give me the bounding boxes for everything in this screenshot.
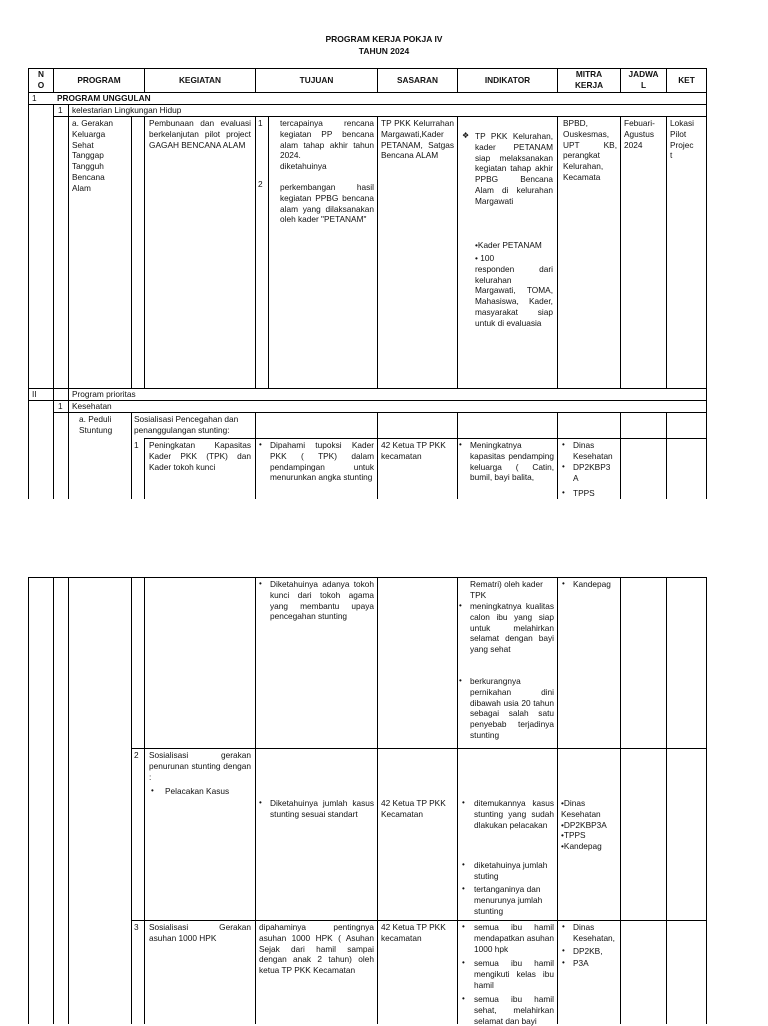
bullet-icon: • xyxy=(562,922,565,931)
kegiatan-pelacakan-kasus: Pelacakan Kasus xyxy=(165,786,230,796)
subsection-2-title: Kesehatan xyxy=(72,401,112,411)
mitra-p3a: P3A xyxy=(573,958,589,968)
bullet-icon: • xyxy=(562,488,565,497)
bullet-icon: • xyxy=(459,440,462,449)
mitra-1: BPBD, Ouskesmas, UPT KB, perangkat Kelurahan, Kecamata xyxy=(563,118,617,182)
header-tujuan: TUJUAN xyxy=(299,75,334,85)
kegiatan-sosialisasi-gerakan: Sosialisasi gerakan penurunan stunting dengan : xyxy=(149,750,251,782)
indikator-ditemukannya-kasus: ditemukannya kasus stunting yang sudah dlakukan pelacakan xyxy=(474,798,554,830)
sasaran-row-3: 42 Ketua TP PKK kecamatan xyxy=(381,922,446,943)
tujuan-1: tercapainya rencana kegiatan PP bencana alam tahap akhir tahun 2024. diketahuinya xyxy=(280,118,374,172)
section-1-title: PROGRAM UNGGULAN xyxy=(57,93,151,103)
row-1-number: 1 xyxy=(134,440,139,450)
jadwal-1: Febuari- Agustus 2024 xyxy=(624,118,655,150)
mitra-dp2kbp3a: DP2KBP3 A xyxy=(573,462,611,483)
bullet-icon: • xyxy=(259,798,262,807)
indikator-kualitas-calon-ibu: meningkatnya kualitas calon ibu yang siap untuk melahirkan selamat dengan bayi yang sehat xyxy=(470,601,554,655)
header-sasaran: SASARAN xyxy=(396,75,439,85)
indikator-1a: TP PKK Kelurahan, kader PETANAM siap melaksanakan kegiatan tahap akhir PPBG Bencana Alam di kelurahan Margawati xyxy=(475,131,553,206)
bullet-icon: • xyxy=(259,579,262,588)
bullet-icon: • xyxy=(459,676,462,685)
indikator-kelas-ibu-hamil: semua ibu hamil mengikuti kelas ibu hamil xyxy=(474,958,554,990)
header-no: N O xyxy=(37,69,45,90)
section-2-number: II xyxy=(32,389,37,399)
mitra-dp2kb: DP2KB, xyxy=(573,946,603,956)
header-ket: KET xyxy=(678,75,695,85)
bullet-icon: • xyxy=(462,860,465,869)
bullet-icon: • xyxy=(562,958,565,967)
header-program: PROGRAM xyxy=(77,75,121,85)
row-2-number: 2 xyxy=(134,750,139,760)
indikator-asuhan-1000-hpk: semua ibu hamil mendapatkan asuhan 1000 hpk xyxy=(474,922,554,954)
subsection-1-number: 1 xyxy=(58,105,63,115)
section-2-title: Program prioritas xyxy=(72,389,136,399)
row-3-number: 3 xyxy=(134,922,139,932)
kegiatan-asuhan-1000-hpk: Sosialisasi Gerakan asuhan 1000 HPK xyxy=(149,922,251,943)
bullet-icon: • xyxy=(562,579,565,588)
kegiatan-header-stunting: Sosialisasi Pencegahan dan penanggulangan stunting: xyxy=(134,414,239,435)
tujuan-2: perkembangan hasil kegiatan PPBG bencana alam yang dilaksanakan oleh kader "PETANAM" xyxy=(280,182,374,225)
bullet-icon: • xyxy=(562,462,565,471)
diamond-bullet-icon: ❖ xyxy=(462,131,470,140)
kegiatan-pembinaan: Pembunaan dan evaluasi berkelanjutan pilot project GAGAH BENCANA ALAM xyxy=(149,118,251,150)
bullet-icon: • xyxy=(462,958,465,967)
bullet-icon: • xyxy=(462,798,465,807)
sasaran-row-1: 42 Ketua TP PKK kecamatan xyxy=(381,440,446,461)
ket-1: Lokasi Pilot Projec t xyxy=(670,118,694,161)
mitra-tpps: TPPS xyxy=(573,488,595,498)
indikator-1b: •Kader PETANAM xyxy=(475,240,542,250)
header-jadwal: JADWA L xyxy=(628,69,659,90)
subsection-1-title: kelestarian Lingkungan Hidup xyxy=(72,105,182,115)
bullet-icon: • xyxy=(462,994,465,1003)
tujuan-asuhan-1000-hpk: dipahaminya pentingnya asuhan 1000 HPK ( Asuhan Sejak dari hamil sampai dengan anak 2 tahun) oleh ketua TP PKK Kecamatan xyxy=(259,922,374,976)
document-title: PROGRAM KERJA POKJA IV xyxy=(325,34,443,44)
bullet-icon: • xyxy=(462,922,465,931)
indikator-jumlah-stuting: diketahuinya jumlah stuting xyxy=(474,860,548,881)
header-indikator: INDIKATOR xyxy=(484,75,531,85)
kegiatan-peningkatan-kapasitas: Peningkatan Kapasitas Kader PKK (TPK) dan Kader tokoh kunci xyxy=(149,440,251,472)
tujuan-jumlah-kasus: Diketahuinya jumlah kasus stunting sesuai standart xyxy=(270,798,374,819)
header-mitra-kerja: MITRA KERJA xyxy=(574,69,604,90)
bullet-icon: • xyxy=(459,601,462,610)
sasaran-row-2: 42 Ketua TP PKK Kecamatan xyxy=(381,798,446,819)
indikator-meningkatnya-kapasitas: Meningkatnya kapasitas pendamping keluarga ( Catin, bumil, bayi balita, xyxy=(470,440,554,483)
tujuan-dipahami-tupoksi: Dipahami tupoksi Kader PKK ( TPK) dalam pendampingan untuk menurunkan angka stunting xyxy=(270,440,374,483)
program-peduli-stunting: a. Peduli Stuntung xyxy=(79,414,113,435)
bullet-icon: • xyxy=(259,440,262,449)
bullet-icon: • xyxy=(562,440,565,449)
bullet-icon: • xyxy=(562,946,565,955)
indikator-pernikahan-dini: berkurangnya pernikahan dini dibawah usia 20 tahun sebagai salah satu penyebab terjadinya stunting xyxy=(470,676,554,740)
tujuan-number-2: 2 xyxy=(258,179,263,189)
mitra-dinas-kesehatan-3: Dinas Kesehatan, xyxy=(573,922,615,943)
document-year: TAHUN 2024 xyxy=(358,46,410,56)
indikator-ibu-hamil-sehat: semua ibu hamil sehat, melahirkan selamat dan bayi xyxy=(474,994,554,1026)
indikator-cont: Rematri) oleh kader TPK xyxy=(470,579,543,600)
indikator-1c: • 100 responden dari kelurahan Margawati, TOMA, Mahasiswa, Kader, masyarakat siap untuk di evaluasia xyxy=(475,253,553,328)
section-1-number: 1 xyxy=(32,93,37,103)
tujuan-number-1: 1 xyxy=(258,118,263,128)
sasaran-1: TP PKK Kelurrahan Margawati,Kader PETANAM, Satgas Bencana ALAM xyxy=(381,118,454,161)
bullet-icon: • xyxy=(462,884,465,893)
subsection-2-number: 1 xyxy=(58,401,63,411)
program-gerakan-keluarga: a. Gerakan Keluarga Sehat Tanggap Tangguh Bencana Alam xyxy=(72,118,114,193)
tujuan-tokoh-kunci: Diketahuinya adanya tokoh kunci dari tokoh agama yang membantu upaya pencegahan stunting xyxy=(270,579,374,622)
mitra-row-2: •Dinas Kesehatan •DP2KBP3A •TPPS •Kandepag xyxy=(561,798,607,852)
header-kegiatan: KEGIATAN xyxy=(178,75,222,85)
bullet-icon: • xyxy=(151,786,154,795)
indikator-menurunya-stunting: tertanganinya dan menurunya jumlah stunting xyxy=(474,884,543,916)
mitra-kandepag: Kandepag xyxy=(573,579,611,589)
mitra-dinas-kesehatan: Dinas Kesehatan xyxy=(573,440,613,461)
